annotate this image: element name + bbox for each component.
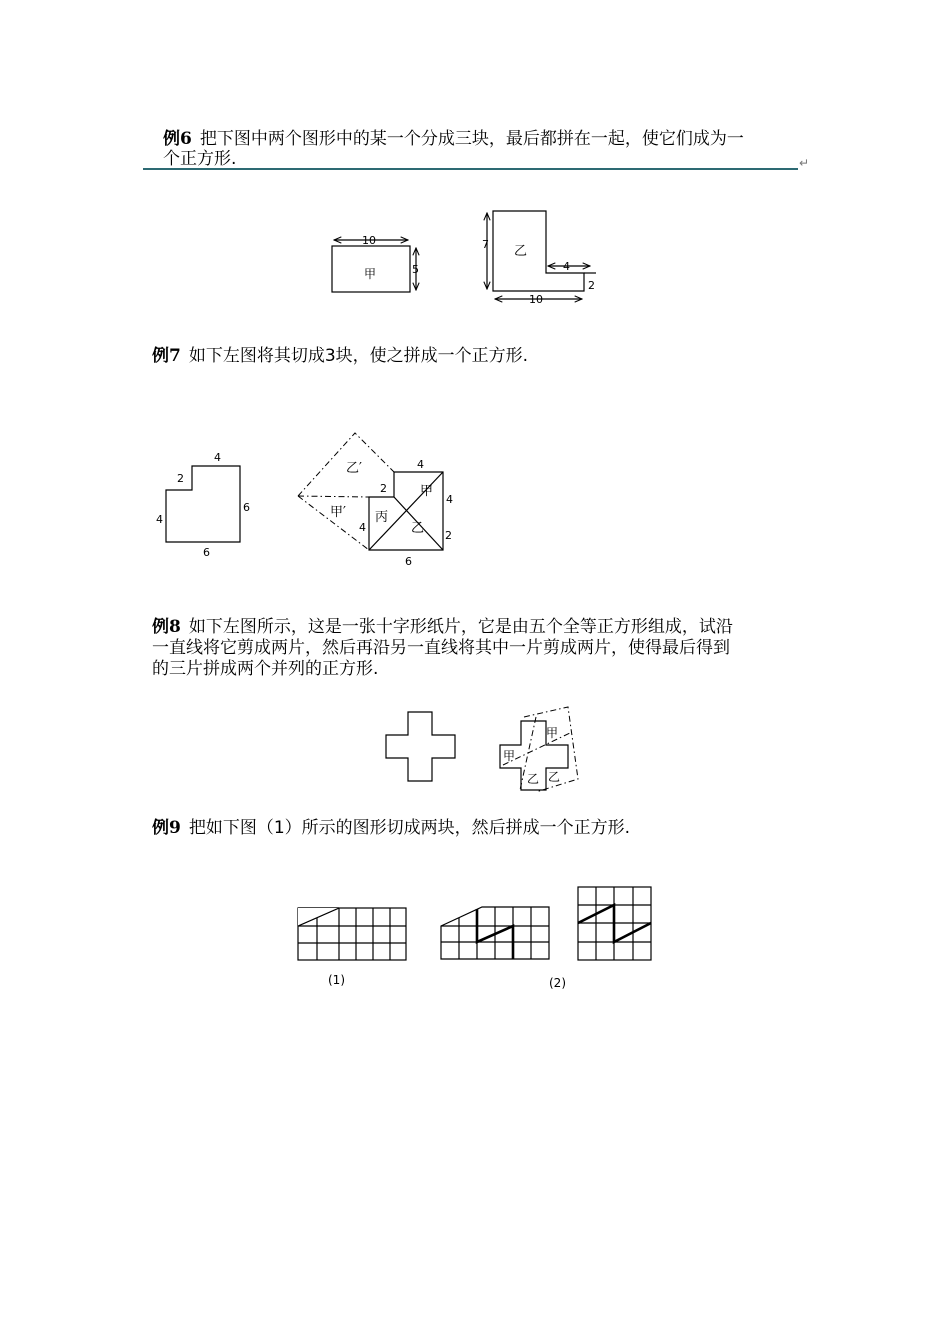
ex7-right-right2-label: 2 [445,529,452,542]
ex7-label: 例7 [152,346,181,366]
ex8-solution-figure [500,707,578,792]
ex9-line1: 把如下图（1）所示的图形切成两块，然后拼成一个正方形. [188,818,631,838]
ex7-piece-yi: 乙 [411,521,425,536]
ex6-dim-h7-label: 7 [482,238,489,251]
ex7-left-left-label: 4 [156,513,163,526]
ex8-cross-figure [386,712,455,781]
ex9-figure-2b [578,887,651,960]
ex8-cross-shape [386,712,455,781]
ex6-dim-base2-label: 2 [588,279,595,292]
ex9-caption-2: (2) [549,976,566,990]
ex6-dim-height-label: 5 [412,263,419,276]
ex7-right-inner4-label: 4 [359,521,366,534]
ex6-text-line2: 个正方形. [163,149,237,169]
ex7-left-right-label: 6 [243,501,250,514]
ex8-piece-yi-2: 乙 [548,770,561,784]
ex9-figure-1 [298,908,406,987]
ex7-line1: 如下左图将其切成3块，使之拼成一个正方形. [188,346,529,366]
ex8-text-line3: 的三片拼成两个并列的正方形. [152,659,379,679]
ex7-left-notch-label: 2 [177,472,184,485]
ex8-line1: 如下左图所示，这是一张十字形纸片，它是由五个全等正方形组成，试沿 [188,617,733,637]
return-mark: ↵ [799,156,810,170]
ex6-dim-w10-label: 10 [529,293,543,306]
ex7-left-bottom-label: 6 [203,546,210,559]
ex8-label: 例8 [152,617,181,637]
ex6-label: 例6 [163,129,192,149]
ex7-right-top-label: 4 [417,458,424,471]
ex7-right-inner2-label: 2 [380,482,387,495]
ex7-piece-jia-prime: 甲′ [330,505,346,520]
ex7-left-top-label: 4 [214,451,221,464]
ex7-piece-jia: 甲 [420,484,434,499]
ex6-line1: 把下图中两个图形中的某一个分成三块，最后都拼在一起，使它们成为一 [199,129,744,149]
ex6-dim-width-label: 10 [362,234,376,247]
ex7-right-figure [298,433,453,568]
ex8-piece-yi-1: 乙 [527,772,540,786]
ex6-figure-jia [332,234,419,292]
ex6-jia-label: 甲 [364,267,377,281]
ex7-left-figure [156,451,250,559]
ex8-text-line2: 一直线将它剪成两片，然后再沿另一直线将其中一片剪成两片，使得最后得到 [152,638,730,658]
ex6-dim-step4-label: 4 [563,260,570,273]
ex8-piece-jia-2: 甲 [503,749,516,763]
ex7-piece-bing: 丙 [375,510,389,525]
ex9-figure-2a [441,907,566,990]
ex8-piece-jia-1: 甲 [546,726,559,740]
ex6-figure-yi [482,211,596,306]
ex7-right-right4-label: 4 [446,493,453,506]
ex9-caption-1: (1) [328,973,345,987]
ex9-label: 例9 [152,818,181,838]
ex6-lshape-yi [493,211,584,291]
ex7-right-bottom-label: 6 [405,555,412,568]
ex6-yi-label: 乙 [514,244,528,259]
ex7-piece-yi-prime: 乙′ [346,461,362,476]
ex7-dash-mid [298,496,369,497]
